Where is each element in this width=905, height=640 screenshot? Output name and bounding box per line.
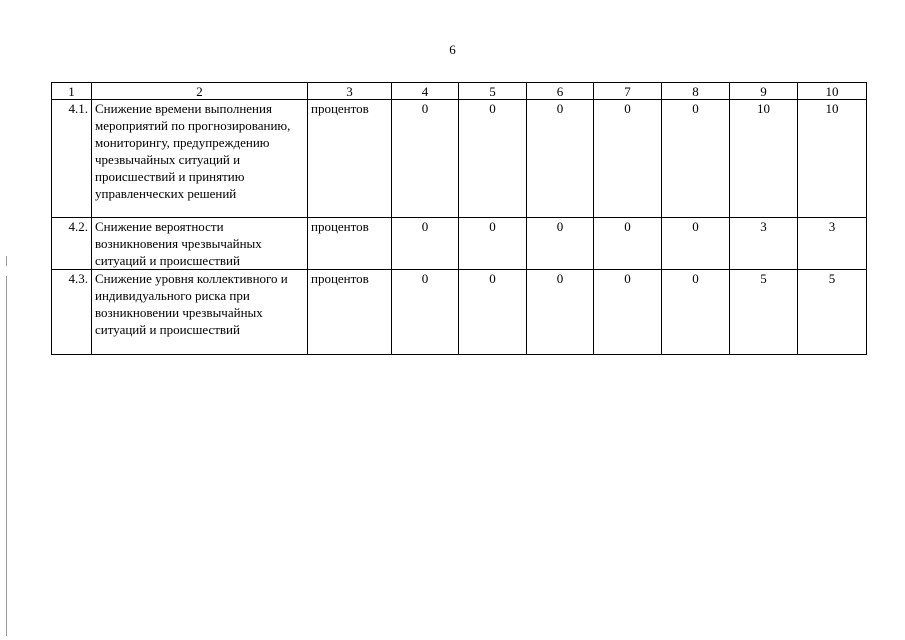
- value-cell: 3: [730, 218, 798, 270]
- header-cell: 8: [662, 83, 730, 100]
- value-cell: 0: [392, 100, 459, 218]
- header-cell: 4: [392, 83, 459, 100]
- header-cell: 3: [308, 83, 392, 100]
- value-cell: 0: [459, 100, 527, 218]
- value-cell: 0: [459, 218, 527, 270]
- indicator-name: Снижение вероятности возникновения чрезвычайных ситуаций и происшествий: [92, 218, 308, 270]
- header-cell: 10: [798, 83, 867, 100]
- unit-cell: процентов: [308, 100, 392, 218]
- unit-cell: процентов: [308, 218, 392, 270]
- value-cell: 0: [662, 270, 730, 355]
- indicators-table: [51, 82, 867, 355]
- table-row: [52, 100, 867, 218]
- value-cell: 0: [527, 270, 594, 355]
- value-cell: 10: [730, 100, 798, 218]
- value-cell: 0: [662, 218, 730, 270]
- value-cell: 5: [798, 270, 867, 355]
- table-header-row: [52, 83, 867, 100]
- page-number: 6: [449, 42, 456, 57]
- row-number: 4.2.: [52, 218, 92, 270]
- value-cell: 0: [527, 218, 594, 270]
- header-cell: 7: [594, 83, 662, 100]
- margin-mark-top: [6, 256, 7, 266]
- indicator-name: Снижение времени выполнения мероприятий по прогнозированию, мониторингу, предупреждению чрезвычайных ситуаций и происшествий и принятию управленческих решений: [92, 100, 308, 218]
- header-cell: 1: [52, 83, 92, 100]
- unit-cell: процентов: [308, 270, 392, 355]
- value-cell: 0: [392, 218, 459, 270]
- value-cell: 0: [594, 100, 662, 218]
- indicator-name: Снижение уровня коллективного и индивидуального риска при возникновении чрезвычайных ситуаций и происшествий: [92, 270, 308, 355]
- table-row: [52, 218, 867, 270]
- value-cell: 0: [662, 100, 730, 218]
- margin-mark-bottom: [6, 276, 7, 636]
- value-cell: 3: [798, 218, 867, 270]
- value-cell: 0: [459, 270, 527, 355]
- value-cell: 0: [392, 270, 459, 355]
- row-number: 4.3.: [52, 270, 92, 355]
- table-row: [52, 270, 867, 355]
- value-cell: 5: [730, 270, 798, 355]
- value-cell: 10: [798, 100, 867, 218]
- value-cell: 0: [594, 270, 662, 355]
- header-cell: 9: [730, 83, 798, 100]
- value-cell: 0: [594, 218, 662, 270]
- value-cell: 0: [527, 100, 594, 218]
- header-cell: 5: [459, 83, 527, 100]
- row-number: 4.1.: [52, 100, 92, 218]
- header-cell: 2: [92, 83, 308, 100]
- header-cell: 6: [527, 83, 594, 100]
